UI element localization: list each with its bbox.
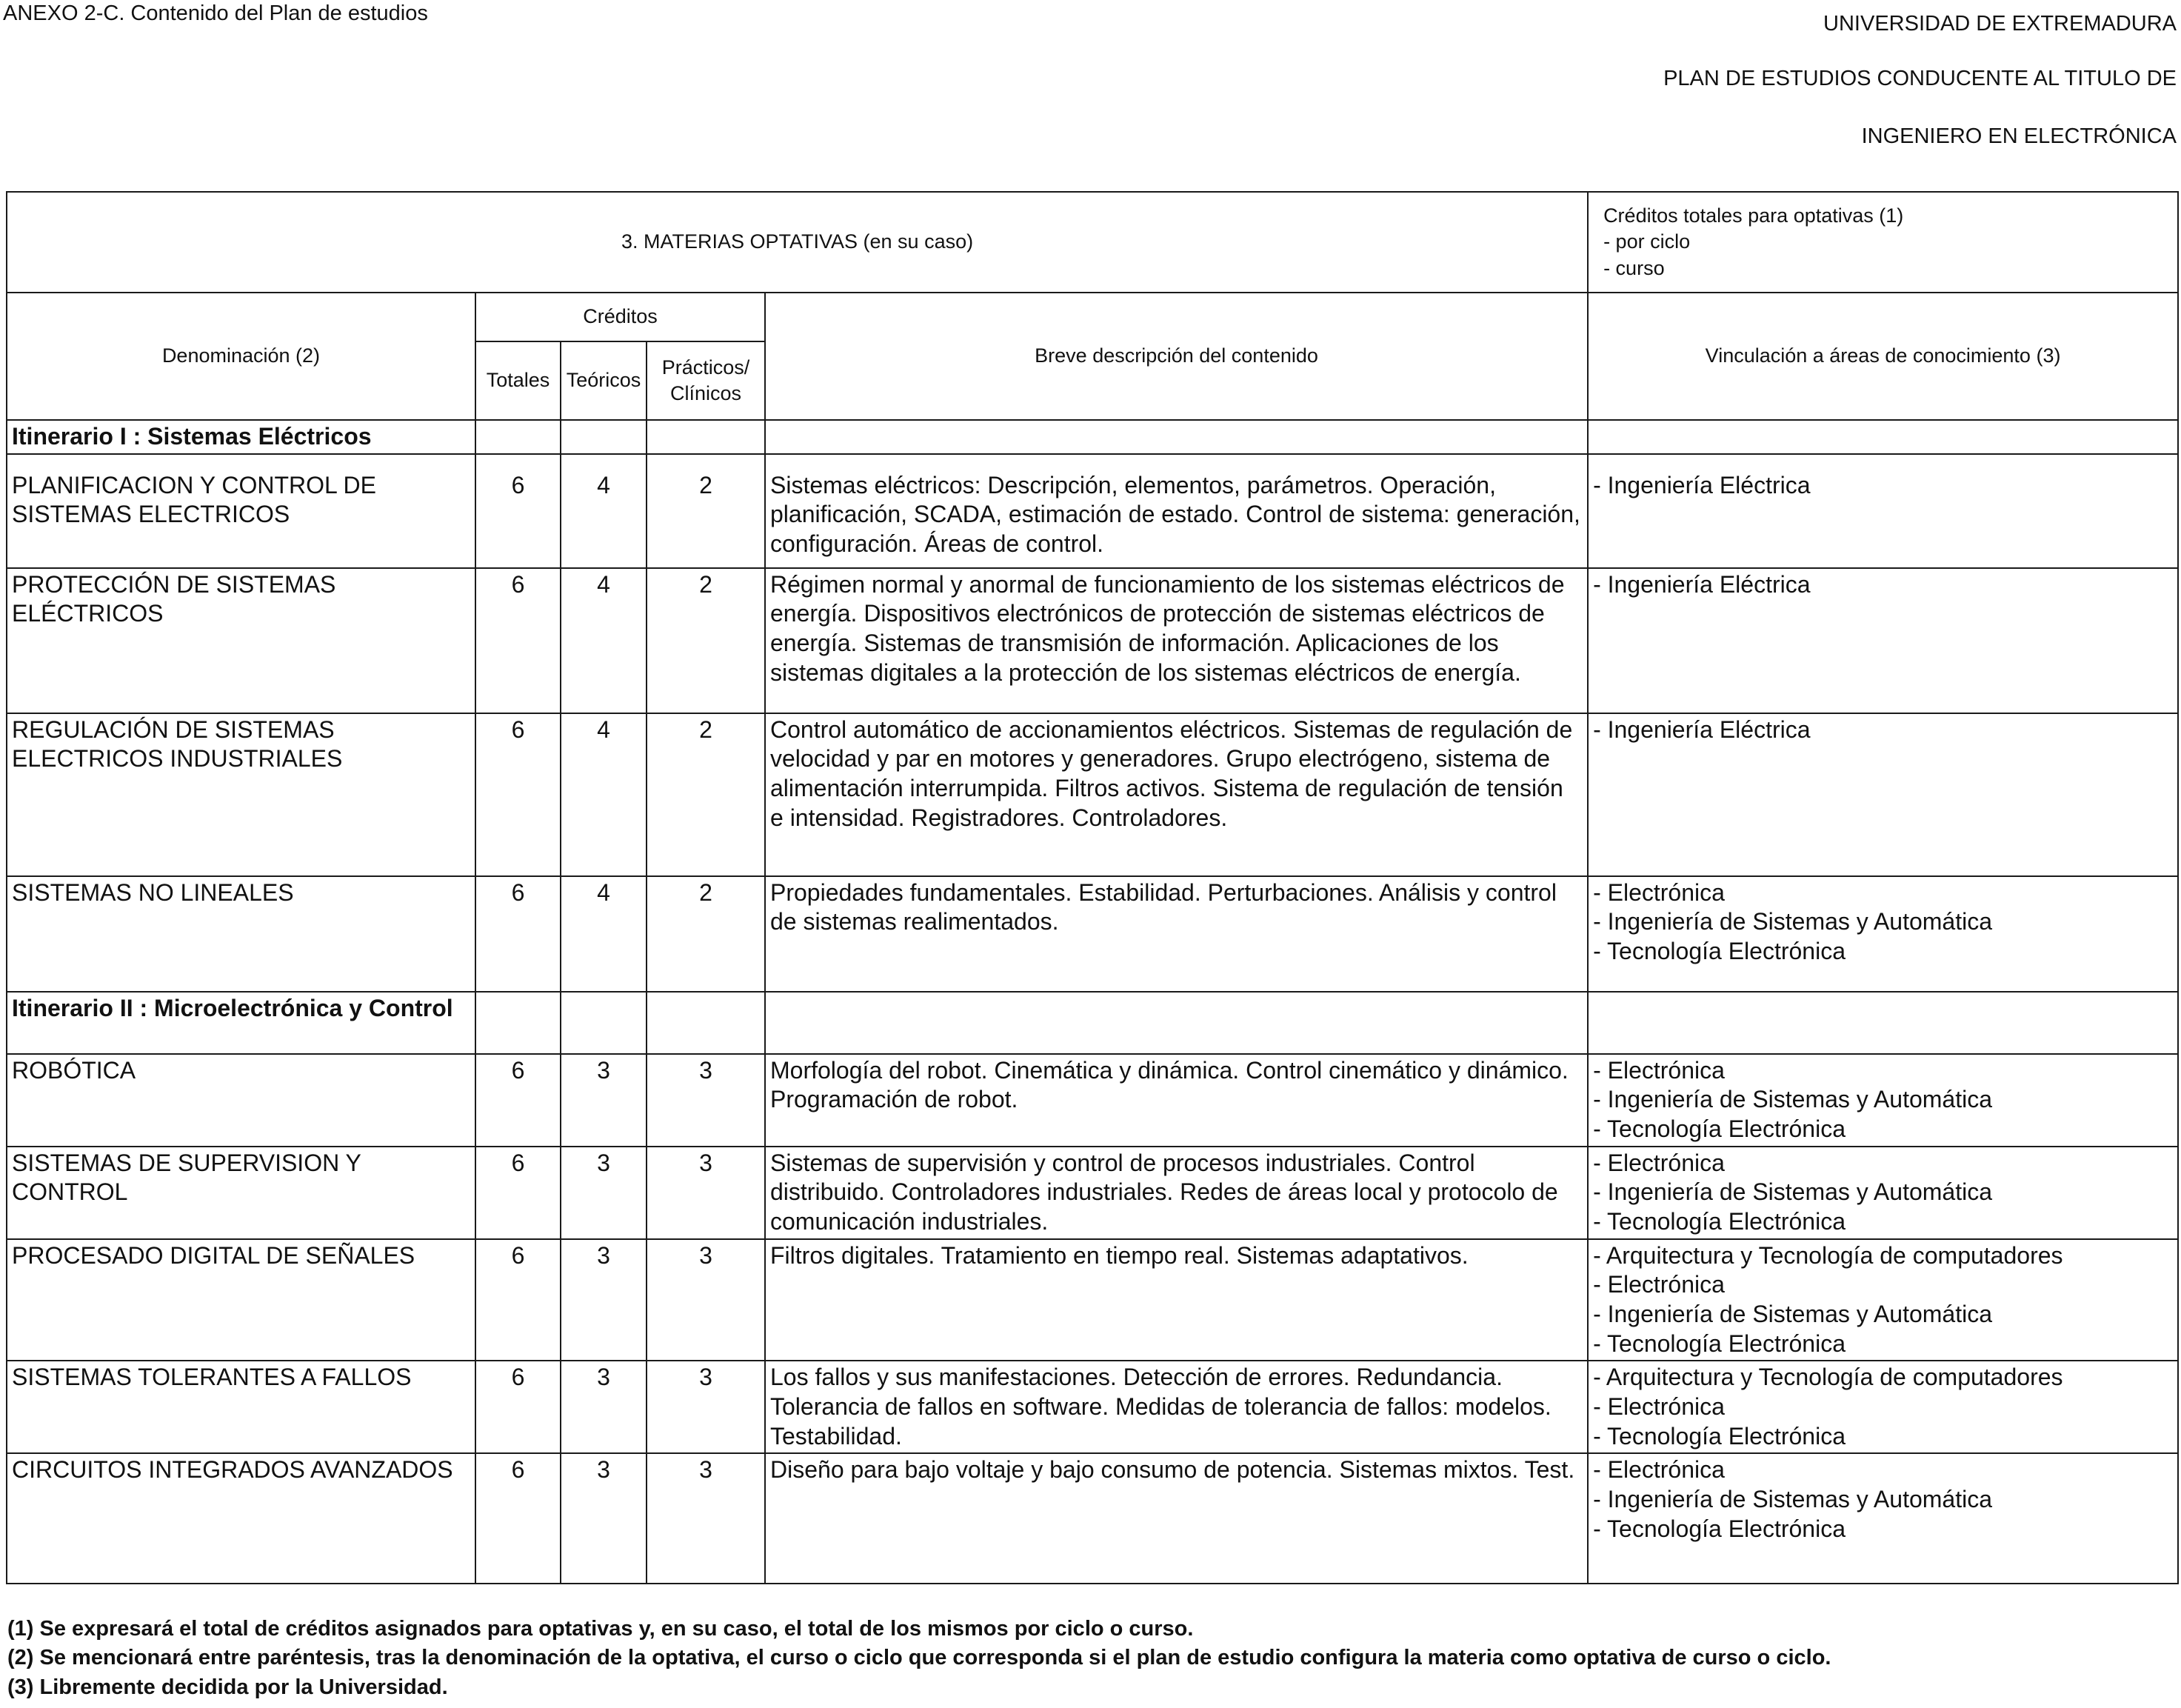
credits-total: 6 <box>475 1054 561 1147</box>
credits-total: 6 <box>475 713 561 876</box>
subject-name: SISTEMAS NO LINEALES <box>7 876 475 992</box>
itinerario-1-label: Itinerario I : Sistemas Eléctricos <box>7 420 475 454</box>
knowledge-area: - Tecnología Electrónica <box>1593 1422 1846 1450</box>
credits-practice: 2 <box>647 713 765 876</box>
credits-theory: 3 <box>561 1054 647 1147</box>
knowledge-area: - Ingeniería de Sistemas y Automática <box>1593 1301 1992 1328</box>
knowledge-area: - Arquitectura y Tecnología de computadores <box>1593 1241 2063 1269</box>
subject-description: Sistemas de supervisión y control de procesos industriales. Control distribuido. Controladores industriales. Redes de áreas local y protocolo de comunicación industriales. <box>765 1147 1588 1239</box>
subject-row <box>7 454 2178 568</box>
subject-name: SISTEMAS TOLERANTES A FALLOS <box>7 1361 475 1453</box>
credits-theory: 3 <box>561 1361 647 1453</box>
itinerario-row <box>7 992 2178 1054</box>
col-header-totales: Totales <box>475 341 561 420</box>
annex-title: ANEXO 2-C. Contenido del Plan de estudios <box>3 1 428 25</box>
knowledge-area: - Tecnología Electrónica <box>1593 1515 1846 1542</box>
knowledge-areas <box>1588 568 2178 713</box>
section-title: 3. MATERIAS OPTATIVAS (en su caso) <box>7 192 1588 293</box>
knowledge-areas <box>1588 1239 2178 1361</box>
knowledge-areas <box>1588 454 2178 568</box>
knowledge-area: - Ingeniería de Sistemas y Automática <box>1593 908 1992 935</box>
knowledge-area: - Electrónica <box>1593 1149 1725 1176</box>
empty-cell <box>647 992 765 1054</box>
col-header-vinculacion: Vinculación a áreas de conocimiento (3) <box>1588 293 2178 420</box>
knowledge-area: - Electrónica <box>1593 1393 1725 1421</box>
footnote-3: (3) Libremente decidida por la Universidad. <box>7 1675 448 1699</box>
header-row-1 <box>7 293 2178 341</box>
knowledge-area: - Electrónica <box>1593 1271 1725 1298</box>
itinerario-2-label: Itinerario II : Microelectrónica y Control <box>7 992 475 1054</box>
knowledge-area: - Ingeniería Eléctrica <box>1593 715 1811 743</box>
credits-total: 6 <box>475 1361 561 1453</box>
subject-description: Propiedades fundamentales. Estabilidad. Perturbaciones. Análisis y control de sistemas realimentados. <box>765 876 1588 992</box>
totals-box-line: - curso <box>1603 256 1665 279</box>
credits-theory: 3 <box>561 1147 647 1239</box>
credits-total: 6 <box>475 1239 561 1361</box>
subject-row <box>7 1361 2178 1453</box>
credits-practice: 3 <box>647 1239 765 1361</box>
subject-description: Sistemas eléctricos: Descripción, elementos, parámetros. Operación, planificación, SCADA, estimación de estado. Control de sistema: generación, configuración. Áreas de control. <box>765 454 1588 568</box>
knowledge-area: - Electrónica <box>1593 878 1725 906</box>
subject-description: Diseño para bajo voltaje y bajo consumo de potencia. Sistemas mixtos. Test. <box>765 1453 1588 1584</box>
knowledge-area: - Tecnología Electrónica <box>1593 938 1846 965</box>
subject-name: CIRCUITOS INTEGRADOS AVANZADOS <box>7 1453 475 1584</box>
col-header-denominacion: Denominación (2) <box>7 293 475 420</box>
subject-name: ROBÓTICA <box>7 1054 475 1147</box>
knowledge-areas <box>1588 1054 2178 1147</box>
credits-total: 6 <box>475 876 561 992</box>
subject-row <box>7 1453 2178 1584</box>
empty-cell <box>765 992 1588 1054</box>
empty-cell <box>475 992 561 1054</box>
university-name: UNIVERSIDAD DE EXTREMADURA <box>1823 12 2177 36</box>
footnotes <box>7 1615 1831 1702</box>
knowledge-areas <box>1588 1453 2178 1584</box>
knowledge-area: - Ingeniería de Sistemas y Automática <box>1593 1486 1992 1513</box>
col-header-practicos: Prácticos/ Clínicos <box>647 341 765 420</box>
credits-practice: 2 <box>647 454 765 568</box>
credits-practice: 3 <box>647 1147 765 1239</box>
knowledge-areas <box>1588 876 2178 992</box>
credits-theory: 4 <box>561 454 647 568</box>
knowledge-areas <box>1588 713 2178 876</box>
degree-title: INGENIERO EN ELECTRÓNICA <box>1861 124 2177 148</box>
credits-theory: 3 <box>561 1239 647 1361</box>
subject-name: PLANIFICACION Y CONTROL DE SISTEMAS ELECTRICOS <box>7 454 475 568</box>
knowledge-area: - Ingeniería de Sistemas y Automática <box>1593 1086 1992 1113</box>
subject-row <box>7 1147 2178 1239</box>
footnote-2: (2) Se mencionará entre paréntesis, tras la denominación de la optativa, el curso o ciclo que corresponda si el plan de estudio configura la materia como optativa de curso o ciclo. <box>7 1646 1831 1670</box>
subject-name: PROCESADO DIGITAL DE SEÑALES <box>7 1239 475 1361</box>
credits-practice: 3 <box>647 1054 765 1147</box>
subject-row <box>7 1054 2178 1147</box>
empty-cell <box>1588 992 2178 1054</box>
col-header-descripcion: Breve descripción del contenido <box>765 293 1588 420</box>
col-header-creditos: Créditos <box>475 293 765 341</box>
subject-description: Régimen normal y anormal de funcionamiento de los sistemas eléctricos de energía. Dispositivos electrónicos de protección de sistemas eléctricos de energía. Sistemas de transmisión de información. Aplicaciones de los sistemas digitales a la protección de los sistemas eléctricos de energía. <box>765 568 1588 713</box>
plan-title: PLAN DE ESTUDIOS CONDUCENTE AL TITULO DE <box>1663 67 2177 90</box>
credits-practice: 3 <box>647 1453 765 1584</box>
knowledge-area: - Tecnología Electrónica <box>1593 1208 1846 1235</box>
credits-total: 6 <box>475 1453 561 1584</box>
empty-cell <box>561 992 647 1054</box>
itinerario-row <box>7 420 2178 454</box>
credits-theory: 4 <box>561 568 647 713</box>
knowledge-area: - Electrónica <box>1593 1456 1725 1484</box>
subject-name: SISTEMAS DE SUPERVISION Y CONTROL <box>7 1147 475 1239</box>
subject-row <box>7 876 2178 992</box>
subject-description: Los fallos y sus manifestaciones. Detección de errores. Redundancia. Tolerancia de fallos en software. Medidas de tolerancia de fallos: modelos. Testabilidad. <box>765 1361 1588 1453</box>
credits-total: 6 <box>475 454 561 568</box>
optativas-table <box>6 191 2179 1584</box>
table-title-row <box>7 192 2178 293</box>
totals-box-line: Créditos totales para optativas (1) <box>1603 204 1904 227</box>
credits-practice: 2 <box>647 568 765 713</box>
col-header-teoricos: Teóricos <box>561 341 647 420</box>
knowledge-area: - Arquitectura y Tecnología de computadores <box>1593 1364 2063 1391</box>
footnote-1: (1) Se expresará el total de créditos asignados para optativas y, en su caso, el total de los mismos por ciclo o curso. <box>7 1617 1194 1641</box>
subject-description: Morfología del robot. Cinemática y dinámica. Control cinemático y dinámico. Programación de robot. <box>765 1054 1588 1147</box>
knowledge-area: - Tecnología Electrónica <box>1593 1115 1846 1143</box>
subject-name: REGULACIÓN DE SISTEMAS ELECTRICOS INDUSTRIALES <box>7 713 475 876</box>
knowledge-area: - Tecnología Electrónica <box>1593 1330 1846 1357</box>
credits-total: 6 <box>475 568 561 713</box>
subject-description: Control automático de accionamientos eléctricos. Sistemas de regulación de velocidad y par en motores y generadores. Grupo electrógeno, sistema de alimentación interrumpida. Filtros activos. Sistema de regulación de tensión e intensidad. Registradores. Controladores. <box>765 713 1588 876</box>
credits-practice: 3 <box>647 1361 765 1453</box>
credits-theory: 4 <box>561 713 647 876</box>
credits-theory: 4 <box>561 876 647 992</box>
subject-row <box>7 1239 2178 1361</box>
credits-theory: 3 <box>561 1453 647 1584</box>
knowledge-area: - Ingeniería de Sistemas y Automática <box>1593 1178 1992 1206</box>
totals-box <box>1588 192 2178 293</box>
subject-row <box>7 568 2178 713</box>
subject-name: PROTECCIÓN DE SISTEMAS ELÉCTRICOS <box>7 568 475 713</box>
totals-box-line: - por ciclo <box>1603 230 1691 253</box>
subject-description: Filtros digitales. Tratamiento en tiempo real. Sistemas adaptativos. <box>765 1239 1588 1361</box>
knowledge-areas <box>1588 1361 2178 1453</box>
credits-total: 6 <box>475 1147 561 1239</box>
knowledge-areas <box>1588 1147 2178 1239</box>
subject-row <box>7 713 2178 876</box>
knowledge-area: - Ingeniería Eléctrica <box>1593 570 1811 598</box>
knowledge-area: - Electrónica <box>1593 1056 1725 1084</box>
knowledge-area: - Ingeniería Eléctrica <box>1593 471 1811 498</box>
credits-practice: 2 <box>647 876 765 992</box>
